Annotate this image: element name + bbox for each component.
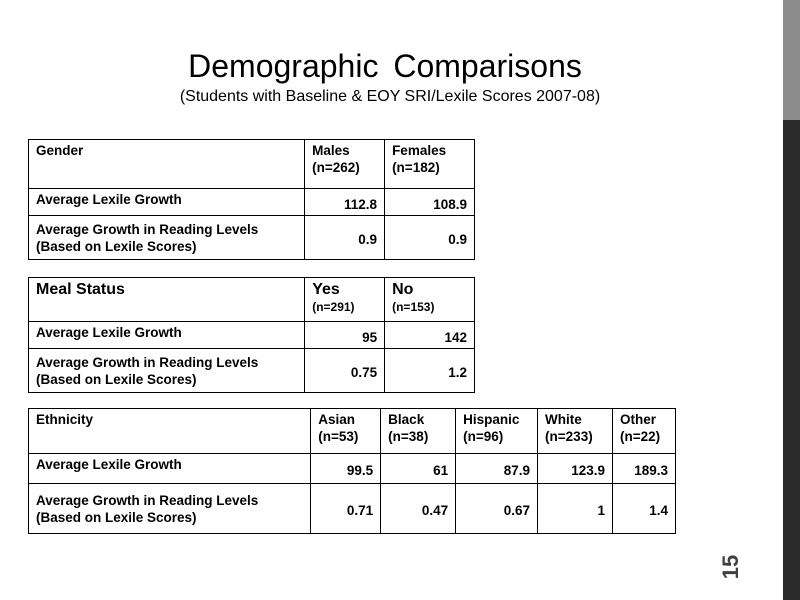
table-cell: 61 — [381, 454, 456, 484]
column-count: (n=38) — [388, 429, 429, 444]
column-name: Other — [620, 412, 657, 427]
table-column-header — [311, 409, 381, 454]
row-label: Average Lexile Growth — [29, 189, 305, 216]
row-label-line: Average Growth in Reading Levels — [36, 492, 259, 508]
column-count: (n=291) — [312, 300, 355, 314]
table-cell: 1.4 — [613, 484, 676, 534]
table-row — [29, 216, 475, 260]
row-label — [29, 216, 305, 260]
ethnicity-table — [28, 408, 676, 534]
table-column-header — [385, 140, 475, 189]
table-row — [29, 189, 475, 216]
table-cell: 108.9 — [385, 189, 475, 216]
table-column-header — [305, 278, 385, 322]
row-label-line: (Based on Lexile Scores) — [36, 509, 197, 525]
column-name: Males — [312, 143, 350, 158]
table-cell: 0.71 — [311, 484, 381, 534]
slide-edge-bar — [783, 0, 800, 600]
row-label — [29, 484, 311, 534]
table-header-cell: Meal Status — [29, 278, 305, 322]
column-name: Black — [388, 412, 425, 427]
column-name: White — [545, 412, 582, 427]
table-cell: 189.3 — [613, 454, 676, 484]
row-label-line: (Based on Lexile Scores) — [36, 371, 197, 387]
row-label-line: Average Growth in Reading Levels — [36, 354, 259, 370]
table-row — [29, 140, 475, 189]
table-cell: 123.9 — [538, 454, 613, 484]
column-count: (n=153) — [392, 300, 435, 314]
table-column-header — [613, 409, 676, 454]
table-cell: 1 — [538, 484, 613, 534]
column-count: (n=262) — [312, 160, 360, 175]
table-cell: 0.9 — [305, 216, 385, 260]
table-row — [29, 349, 475, 393]
column-count: (n=22) — [620, 429, 661, 444]
table-header-cell: Ethnicity — [29, 409, 311, 454]
meal-status-table — [28, 277, 475, 393]
table-column-header — [456, 409, 538, 454]
table-row — [29, 322, 475, 349]
table-row — [29, 278, 475, 322]
page-number: 15 — [718, 554, 743, 580]
table-column-header — [381, 409, 456, 454]
table-cell: 95 — [305, 322, 385, 349]
column-name: Hispanic — [463, 412, 520, 427]
table-cell: 142 — [385, 322, 475, 349]
row-label: Average Lexile Growth — [29, 454, 311, 484]
table-cell: 87.9 — [456, 454, 538, 484]
table-row — [29, 484, 676, 534]
gender-table — [28, 139, 475, 260]
slide-subtitle: (Students with Baseline & EOY SRI/Lexile Scores 2007-08) — [179, 88, 601, 105]
column-name: Yes — [312, 281, 340, 298]
table-cell: 99.5 — [311, 454, 381, 484]
column-count: (n=53) — [318, 429, 359, 444]
column-name: Asian — [318, 412, 355, 427]
table-cell: 0.9 — [385, 216, 475, 260]
row-label-line: (Based on Lexile Scores) — [36, 238, 197, 254]
table-cell: 0.67 — [456, 484, 538, 534]
column-name: Females — [392, 143, 447, 158]
table-cell: 1.2 — [385, 349, 475, 393]
row-label: Average Lexile Growth — [29, 322, 305, 349]
column-name: No — [392, 281, 414, 298]
column-count: (n=96) — [463, 429, 504, 444]
table-row — [29, 409, 676, 454]
row-label — [29, 349, 305, 393]
table-cell: 0.75 — [305, 349, 385, 393]
row-label-line: Average Growth in Reading Levels — [36, 221, 259, 237]
table-row — [29, 454, 676, 484]
table-column-header — [305, 140, 385, 189]
table-column-header — [538, 409, 613, 454]
table-cell: 0.47 — [381, 484, 456, 534]
column-count: (n=182) — [392, 160, 440, 175]
slide-title: Demographic Comparisons — [188, 48, 582, 84]
table-column-header — [385, 278, 475, 322]
slide-edge-bar-top — [783, 0, 800, 120]
table-cell: 112.8 — [305, 189, 385, 216]
table-header-cell: Gender — [29, 140, 305, 189]
column-count: (n=233) — [545, 429, 593, 444]
